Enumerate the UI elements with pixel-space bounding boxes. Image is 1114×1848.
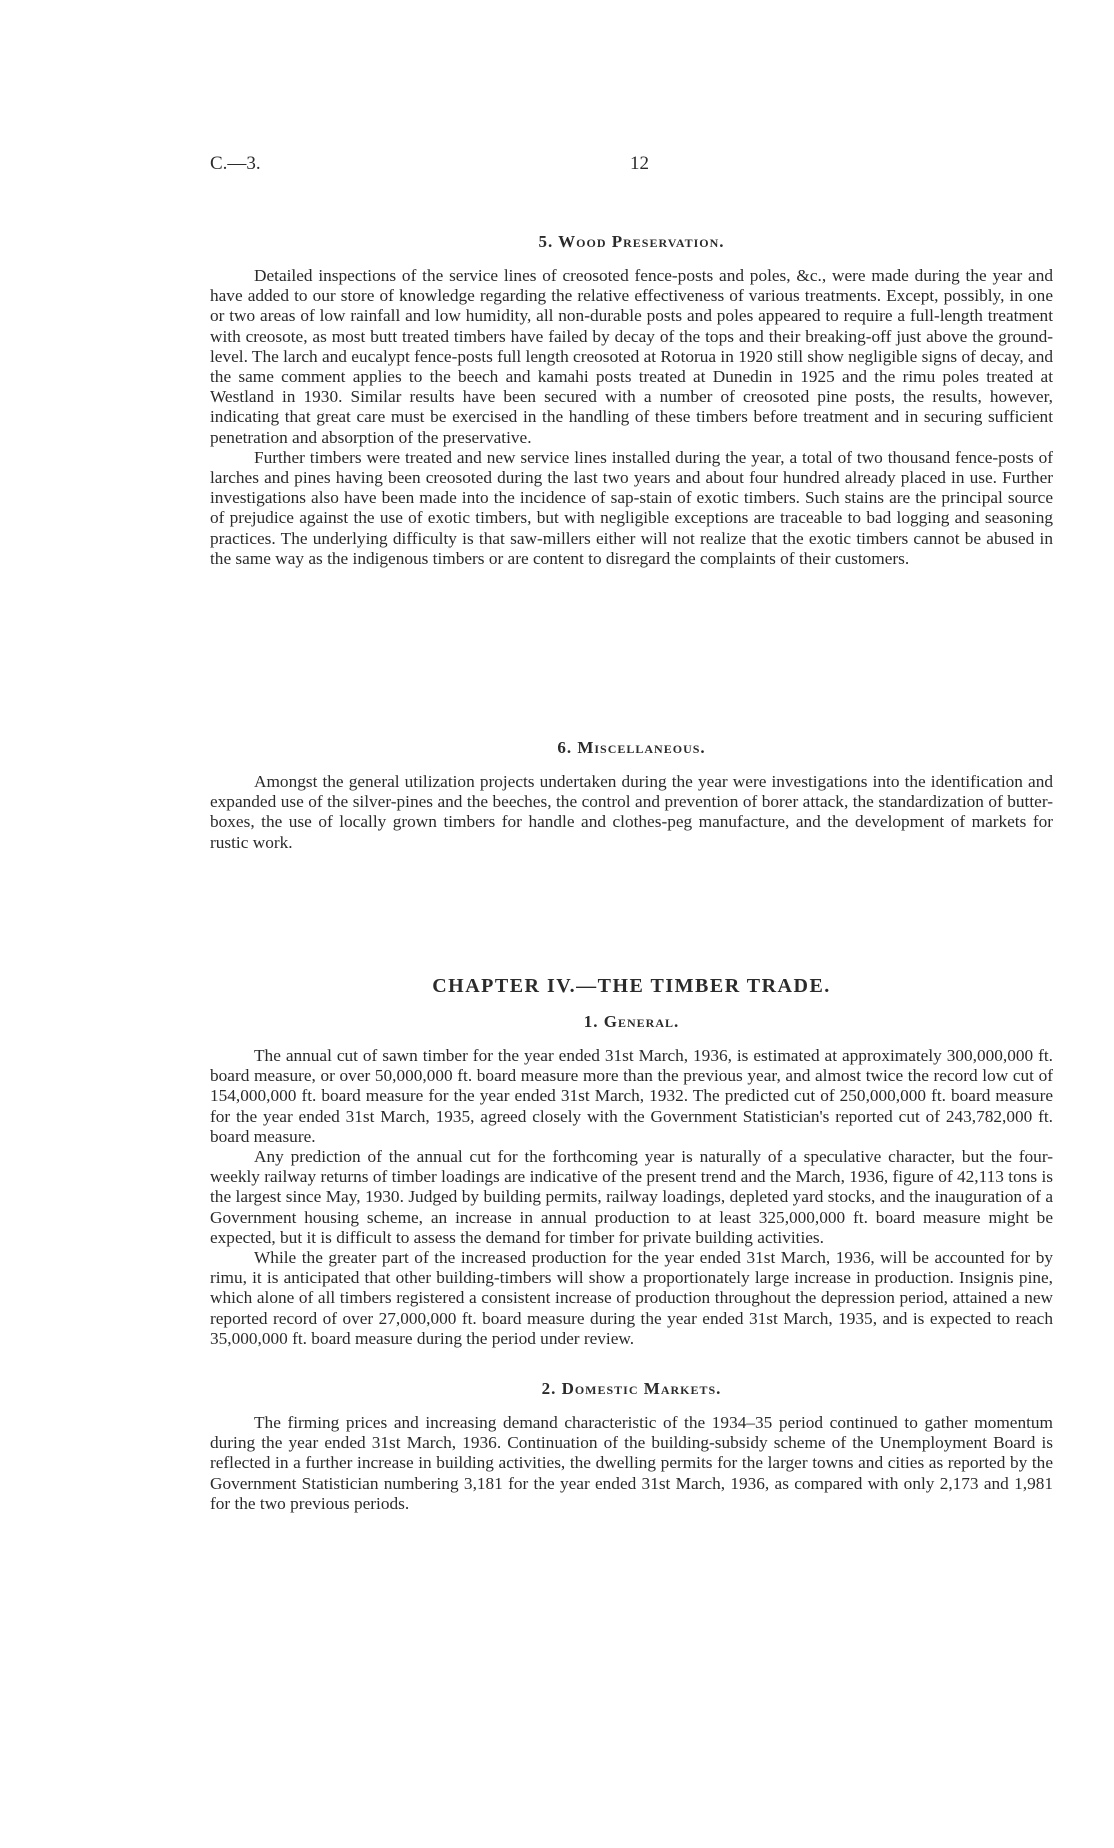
- chapter-title: CHAPTER IV.—THE TIMBER TRADE.: [432, 975, 831, 997]
- section-miscellaneous: [210, 738, 1053, 853]
- section-heading: 1. General.: [583, 1012, 680, 1031]
- paragraph: While the greater part of the increased production for the year ended 31st March, 1936, will be accounted for by rimu, it is anticipated that other building-timbers will show a proportionately large increase in production. Insignis pine, which alone of all timbers registered a consistent increase of production throughout the depression period, attained a new reported record of over 27,000,000 ft. board measure during the year ended 31st March, 1935, and is expected to reach 35,000,000 ft. board measure during the period under review.: [210, 1248, 1053, 1348]
- chapter-timber-trade: [210, 975, 1053, 1514]
- page-number: 12: [630, 153, 649, 174]
- section-heading: 5. Wood Preservation.: [538, 232, 725, 251]
- section-wood-preservation: [210, 232, 1053, 569]
- paragraph: Further timbers were treated and new service lines installed during the year, a total of two thousand fence-posts of larches and pines having been creosoted during the last two years and about four hundred already placed in use. Further investigations also have been made into the incidence of sap-stain of exotic timbers. Such stains are the principal source of prejudice against the use of exotic timbers, but with negligible exceptions are traceable to bad logging and seasoning practices. The underlying difficulty is that saw-millers either will not realize that the exotic timbers cannot be abused in the same way as the indigenous timbers or are content to disregard the complaints of their customers.: [210, 447, 1053, 568]
- paragraph: Detailed inspections of the service lines of creosoted fence-posts and poles, &c., were made during the year and have added to our store of knowledge regarding the relative effectiveness of various treatments. Except, possibly, in one or two areas of low rainfall and low humidity, all non-durable posts and poles appeared to require a full-length treatment with creosote, as most butt treated timbers have failed by decay of the tops and their breaking-off just above the ground-level. The larch and eucalypt fence-posts full length creosoted at Rotorua in 1920 still show negligible signs of decay, and the same comment applies to the beech and kamahi posts treated at Dunedin in 1925 and the rimu poles treated at Westland in 1930. Similar results have been secured with a number of creosoted pine posts, the results, however, indicating that great care must be exercised in the handling of these timbers before treatment and in securing sufficient penetration and absorption of the preservative.: [210, 266, 1053, 447]
- section-heading: 2. Domestic Markets.: [541, 1379, 722, 1399]
- paragraph: Amongst the general utilization projects undertaken during the year were investigations into the identification and expanded use of the silver-pines and the beeches, the control and prevention of borer attack, the standardization of butter-boxes, the use of locally grown timbers for handle and clothes-peg manufacture, and the development of markets for rustic work.: [210, 772, 1053, 852]
- section-heading: 6. Miscellaneous.: [557, 738, 706, 757]
- paragraph: The firming prices and increasing demand characteristic of the 1934–35 period continued to gather momentum during the year ended 31st March, 1936. Continuation of the building-subsidy scheme of the Unemployment Board is reflected in a further increase in building activities, the dwelling permits for the larger towns and cities as reported by the Government Statistician numbering 3,181 for the year ended 31st March, 1936, as compared with only 2,173 and 1,981 for the two previous periods.: [210, 1413, 1053, 1513]
- page-header: [210, 153, 910, 183]
- paragraph: Any prediction of the annual cut for the forthcoming year is naturally of a speculative character, but the four-weekly railway returns of timber loadings are indicative of the present trend and the March, 1936, figure of 42,113 tons is the largest since May, 1930. Judged by building permits, railway loadings, depleted yard stocks, and the inauguration of a Government housing scheme, an increase in annual production to at least 325,000,000 ft. board measure might be expected, but it is difficult to assess the demand for timber for private building activities.: [210, 1147, 1053, 1247]
- document-reference: C.—3.: [210, 153, 261, 174]
- paragraph: The annual cut of sawn timber for the year ended 31st March, 1936, is estimated at approximately 300,000,000 ft. board measure, or over 50,000,000 ft. board measure more than the previous year, and almost twice the record low cut of 154,000,000 ft. board measure for the year ended 31st March, 1932. The predicted cut of 250,000,000 ft. board measure for the year ended 31st March, 1935, agreed closely with the Government Statistician's reported cut of 243,782,000 ft. board measure.: [210, 1046, 1053, 1146]
